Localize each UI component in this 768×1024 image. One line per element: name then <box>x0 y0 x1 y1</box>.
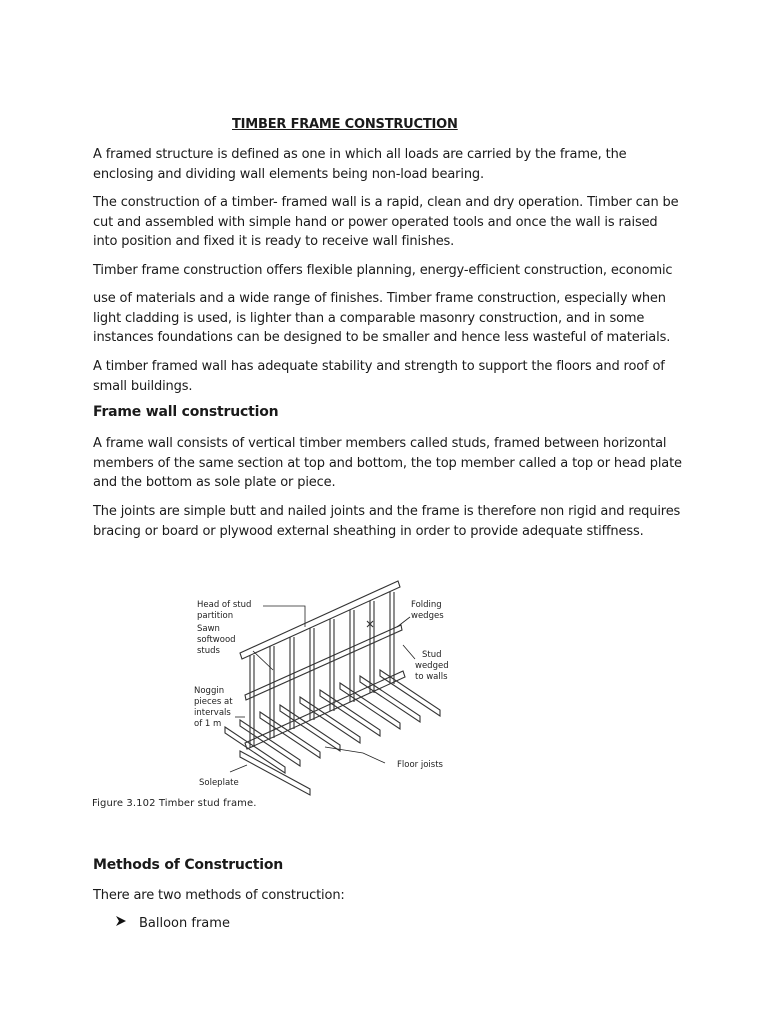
label-stud: Stud <box>422 650 442 660</box>
label-wedges: wedges <box>411 611 444 621</box>
label-wedged: wedged <box>415 661 449 671</box>
label-sawn: Sawn <box>197 624 220 634</box>
page-title: TIMBER FRAME CONSTRUCTION <box>232 117 458 132</box>
label-head-of-stud: Head of stud <box>197 600 252 610</box>
label-studs: studs <box>197 646 220 656</box>
paragraph-joints: The joints are simple butt and nailed joints and the frame is therefore non rigid and requires bracing or board or plywood external sheathing in order to provide adequate stiffness. <box>93 504 681 539</box>
bullet-list-item <box>115 915 230 931</box>
label-intervals: intervals <box>194 708 231 718</box>
paragraph-materials: use of materials and a wide range of finishes. Timber frame construction, especially when light cladding is used, is lighter than a comparable masonry construction, and in some instances foundations can be designed to be smaller and hence less wasteful of materials. <box>93 291 671 345</box>
label-of-1m: of 1 m <box>194 719 222 729</box>
bullet-text: Balloon frame <box>139 915 230 931</box>
paragraph-flexible-planning: Timber frame construction offers flexible planning, energy-efficient construction, economic <box>93 263 673 278</box>
label-noggin: Noggin <box>194 686 225 696</box>
paragraph-frame-wall: A frame wall consists of vertical timber members called studs, framed between horizontal members of the same section at top and bottom, the top member called a top or head plate and the bottom as sole plate or piece. <box>93 436 682 490</box>
label-pieces-at: pieces at <box>194 697 233 707</box>
label-softwood: softwood <box>197 635 236 645</box>
paragraph-timber-framed-wall: The construction of a timber- framed wall is a rapid, clean and dry operation. Timber can be cut and assembled with simple hand or power operated tools and once the wall is raised into position and fixed it is ready to receive wall finishes. <box>93 195 679 249</box>
label-partition: partition <box>197 611 234 621</box>
label-floor-joists: Floor joists <box>397 760 443 770</box>
paragraph-two-methods: There are two methods of construction: <box>93 888 345 903</box>
label-soleplate: Soleplate <box>199 778 239 788</box>
label-to-walls: to walls <box>415 672 448 682</box>
label-folding: Folding <box>411 600 442 610</box>
paragraph-framed-structure: A framed structure is defined as one in which all loads are carried by the frame, the enclosing and dividing wall elements being non-load bearing. <box>93 147 627 182</box>
timber-stud-frame-figure <box>185 575 455 800</box>
heading-methods-of-construction: Methods of Construction <box>93 857 284 873</box>
heading-frame-wall-construction: Frame wall construction <box>93 404 279 420</box>
figure-caption: Figure 3.102 Timber stud frame. <box>92 798 257 809</box>
paragraph-stability: A timber framed wall has adequate stability and strength to support the floors and roof of small buildings. <box>93 359 665 394</box>
timber-stud-frame-drawing <box>185 575 455 800</box>
arrow-bullet-icon <box>115 915 139 931</box>
